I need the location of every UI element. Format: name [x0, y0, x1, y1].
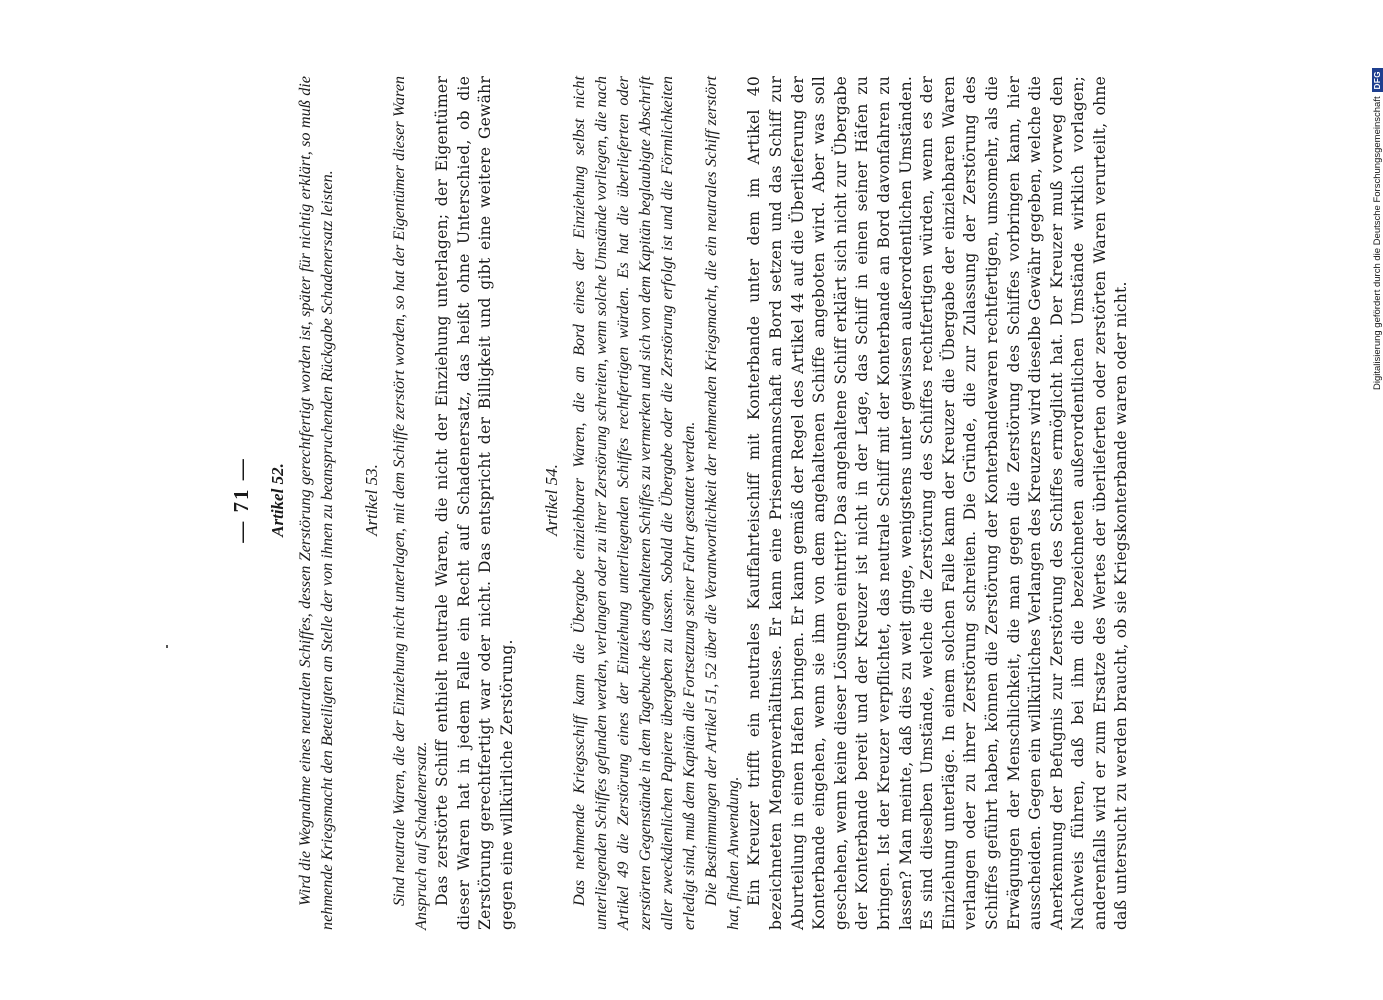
section-artikel-53 [362, 70, 518, 930]
section-heading: Artikel 54. [542, 464, 562, 536]
rotated-document-page [111, 70, 1221, 930]
paragraph: Das nehmende Kriegsschiff kann die Übergabe einziehbarer Waren, die an Bord eines der Einziehung selbst nicht unterliegenden Schiffes gefunden werden, verlangen oder zu ihrer Zerstörung schreiten, wenn solche Umstände vorliegen, die nach Artikel 49 die Zerstörung eines der Einziehung unterliegenden Schiffes rechtfertigen würden. Es hat die überlieferten oder zerstörten Gegenstände in dem Tagebuche des angehaltenen Schiffes zu vermerken und sich von dem Kapitän beglaubigte Abschrift aller zweckdienlichen Papiere übergeben zu lassen. Sobald die Übergabe oder die Zerstörung erfolgt ist und die Förmlichkeiten erledigt sind, muß dem Kapitän die Fortsetzung seiner Fahrt gestattet werden. [570, 76, 699, 930]
paragraph: Das zerstörte Schiff enthielt neutrale Waren, die nicht der Einziehung unterlagen; der Eigentümer dieser Waren hat in jedem Falle ein Recht auf Schadenersatz, das heißt ohne Unterschied, ob die Zerstörung gerechtfertigt war oder nicht. Das entspricht der Billigkeit und gibt eine weitere Gewähr gegen eine willkürliche Zerstörung. [433, 76, 516, 930]
section-artikel-52 [268, 70, 338, 930]
paragraph: Ein Kreuzer trifft ein neutrales Kauffahrteischiff mit Konterbande unter dem im Artikel 40 bezeichneten Mengenverhältnisse. Er kann eine Prisenmannschaft an Bord setzen und das Schiff zur Aburteilung in einen Hafen bringen. Er kann gemäß der Regel des Artikel 44 auf die Überlieferung der Konterbande eingehen, wenn sie ihm von dem angehaltenen Schiffe angeboten wird. Aber was soll geschehen, wenn keine dieser Lösungen eintritt? Das angehaltene Schiff erklärt sich nicht zur Übergabe der Konterbande bereit und der Kreuzer ist nicht in der Lage, das Schiff in einen seiner Häfen zu bringen. Ist der Kreuzer verpflichtet, das neutrale Schiff mit der Konterbande an Bord davonfahren zu lassen? Man meinte, daß dies zu weit ginge, wenigstens unter gewissen außerordentlichen Umständen. Es sind dieselben Umstände, welche die Zerstörung des Schiffes rechtfertigen würden, wenn es der Einziehung unterläge. In einem solchen Falle kann der Kreuzer die Übergabe der einziehbaren Waren verlangen oder zu ihrer Zerstörung schreiten. Die Gründe, die zur Zulassung der Zerstörung des Schiffes geführt haben, können die Zerstörung der Konterbandewaren rechtfertigen, umsomehr, als die Erwägungen der Menschlichkeit, die man gegen die Zerstörung des Schiffes vorbringen kann, hier ausscheiden. Gegen ein willkürliches Verlangen des Kreuzers wird dieselbe Gewähr gegeben, welche die Anerkennung der Befugnis zur Zerstörung des Schiffes ermöglicht hat. Der Kreuzer muß vorweg den Nachweis führen, daß bei ihm die bezeichneten außerordentlichen Umstände wirklich vorlagen; anderenfalls wird er zum Ersatze des Wertes der überlieferten oder zerstörten Waren verurteilt, ohne daß untersucht zu werden braucht, ob sie Kriegskonterbande waren oder nicht. [745, 76, 1131, 930]
digitization-note: Digitalisierung gefördert durch die Deutsche Forschungsgemeinschaft [1372, 96, 1383, 390]
paragraph: Die Bestimmungen der Artikel 51, 52 über die Verantwortlichkeit der nehmenden Kriegsmacht, die ein neutrales Schiff zerstört hat, finden Anwendung. [702, 76, 743, 930]
section-heading: Artikel 53. [362, 464, 381, 536]
paragraph: Sind neutrale Waren, die der Einziehung nicht unterlagen, mit dem Schiffe zerstört worden, so hat der Eigentümer dieser Waren Anspruch auf Schadenersatz. [390, 76, 430, 930]
scan-speck [166, 645, 168, 648]
section-heading: Artikel 52. [268, 463, 287, 537]
digitization-footer [1372, 68, 1383, 390]
page-number: — 71 — [229, 457, 253, 543]
section-artikel-54 [542, 70, 1133, 930]
paragraph: Wird die Wegnahme eines neutralen Schiffes, dessen Zerstörung gerechtfertigt worden ist, später für nichtig erklärt, so muß die nehmende Kriegsmacht den Beteiligten an Stelle der von ihnen zu beanspruchenden Rückgabe Schadenersatz leisten. [296, 76, 336, 930]
dfg-logo: DFG [1372, 68, 1383, 92]
